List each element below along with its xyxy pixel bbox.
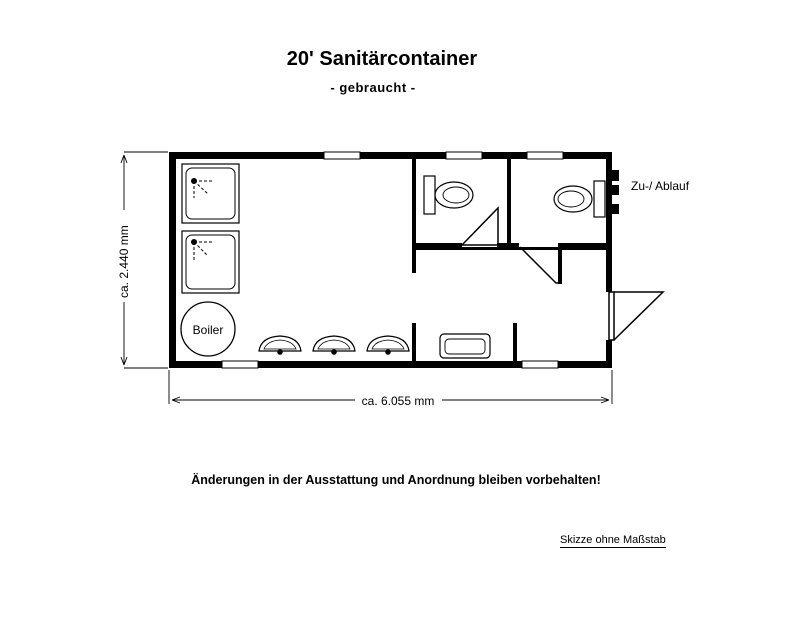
door-exterior: [614, 292, 663, 340]
page-title: 20' Sanitärcontainer: [286, 48, 478, 70]
wash-basin-1: [259, 336, 301, 355]
sink-unit: [440, 334, 490, 358]
window-bottom-1: [222, 361, 258, 368]
shower-2: [182, 231, 239, 293]
door-exterior-frame: [609, 292, 614, 340]
toilet-1: [424, 176, 473, 214]
dimension-width-label: ca. 6.055 mm: [361, 394, 435, 408]
drain-label: Zu-/ Ablauf: [631, 179, 690, 193]
notice-text: Änderungen in der Ausstattung und Anordnung bleiben vorbehalten!: [191, 473, 601, 487]
doors: [462, 208, 663, 340]
page-subtitle: - gebraucht -: [330, 80, 416, 95]
window-top-3: [527, 152, 563, 159]
shower-1: [182, 164, 239, 223]
drain-connection: [612, 170, 690, 214]
window-top-1: [324, 152, 360, 159]
dimension-height-label: ca. 2.440 mm: [117, 225, 131, 298]
door-wc-1: [462, 208, 498, 245]
wash-basin-3: [367, 336, 409, 355]
windows: [222, 152, 563, 368]
boiler: [181, 302, 235, 356]
door-wc-2: [520, 247, 560, 283]
window-bottom-2: [522, 361, 558, 368]
window-top-2: [446, 152, 482, 159]
boiler-label: Boiler: [192, 323, 224, 337]
wash-basin-2: [313, 336, 355, 355]
scale-note: Skizze ohne Maßstab: [560, 534, 666, 546]
toilet-2: [554, 181, 605, 217]
